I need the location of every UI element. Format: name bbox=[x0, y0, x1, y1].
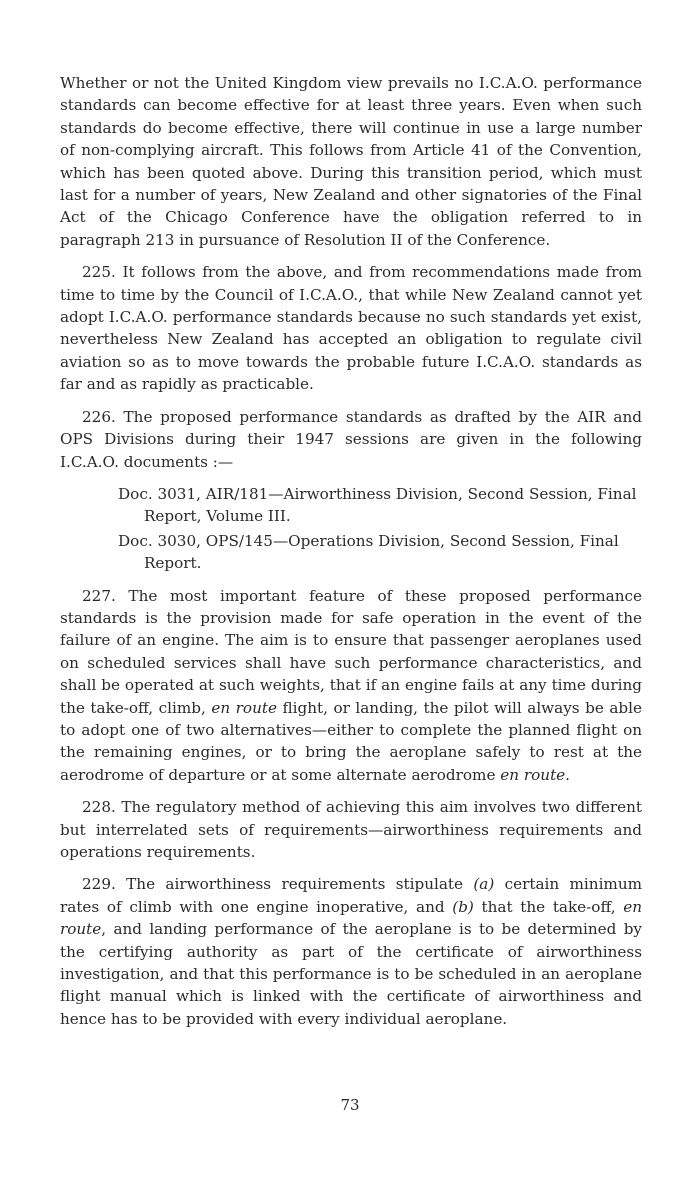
paragraph-229-text-b: certain minimum rates of climb with one engine inoperative, and bbox=[60, 875, 643, 916]
paragraph-229-italic-b: (b) bbox=[452, 897, 474, 916]
page-number: 73 bbox=[340, 1096, 360, 1114]
paragraph-224-continuation: Whether or not the United Kingdom view prevails no I.C.A.O. performance standards can become effective for at least three years. Even when such standards do become effective, there will continue in use a large number of non-complying aircraft. This follows from Article 41 of the Convention, which has been quoted above. During this transition period, which must last for a number of years, New Zealand and other signatories of the Final Act of the Chicago Conference have the obligation referred to in paragraph 213 in pursuance of Resolution II of the Conference. bbox=[60, 74, 642, 249]
paragraph-229-text-d: , and landing performance of the aeroplane is to be determined by the certifying authority as part of the certificate of airworthiness investigation, and that this performance is to be scheduled in an aeroplane flight manual which is linked with the certificate of airworthiness and hence has to be provided with every individual aeroplane. bbox=[60, 920, 642, 1028]
paragraph-227 bbox=[60, 585, 642, 787]
paragraph-229 bbox=[60, 873, 642, 1030]
paragraph-229-italic-c: en route bbox=[60, 897, 642, 939]
document-reference-air: Doc. 3031, AIR/181—Airworthiness Division, Second Session, Final Report, Volume III. bbox=[118, 484, 637, 526]
paragraph-225: 225. It follows from the above, and from recommendations made from time to time by the Council of I.C.A.O., that while New Zealand cannot yet adopt I.C.A.O. performance standards because no such standards yet exist, nevertheless New Zealand has accepted an obligation to regulate civil aviation so as to move towards the probable future I.C.A.O. standards as far and as rapidly as practicable. bbox=[60, 263, 642, 394]
paragraph-229-text-c: that the take-off, bbox=[473, 897, 624, 916]
paragraph-227-italic-1: en route bbox=[211, 698, 277, 717]
paragraph-227-text-b: flight, or landing, the pilot will always be able to adopt one of two alternatives—either to complete the planned flight on the remaining engines, or to bring the aeroplane safely to rest at the aerodrome of departure or at some alternate aerodrome bbox=[60, 698, 643, 784]
paragraph-227-italic-2: en route bbox=[500, 765, 566, 784]
paragraph-227-text-c: . bbox=[565, 765, 570, 784]
paragraph-228: 228. The regulatory method of achieving this aim involves two different but interrelated sets of requirements—airworthiness requirements and operations requirements. bbox=[60, 798, 642, 861]
paragraph-226: 226. The proposed performance standards as drafted by the AIR and OPS Divisions during their 1947 sessions are given in the following I.C.A.O. documents :— bbox=[60, 407, 642, 471]
document-page bbox=[60, 72, 642, 1040]
paragraph-229-text-a: 229. The airworthiness requirements stipulate bbox=[82, 875, 474, 894]
document-reference-ops: Doc. 3030, OPS/145—Operations Division, Second Session, Final Report. bbox=[118, 531, 619, 573]
paragraph-227-text-a: 227. The most important feature of these proposed performance standards is the provision made for safe operation in the event of the failure of an engine. The aim is to ensure that passenger aeroplanes used on scheduled services shall have such performance characteristics, and shall be operated at such weights, that if an engine fails at any time during the take-off, climb, bbox=[60, 586, 642, 717]
paragraph-229-italic-a: (a) bbox=[473, 875, 495, 894]
